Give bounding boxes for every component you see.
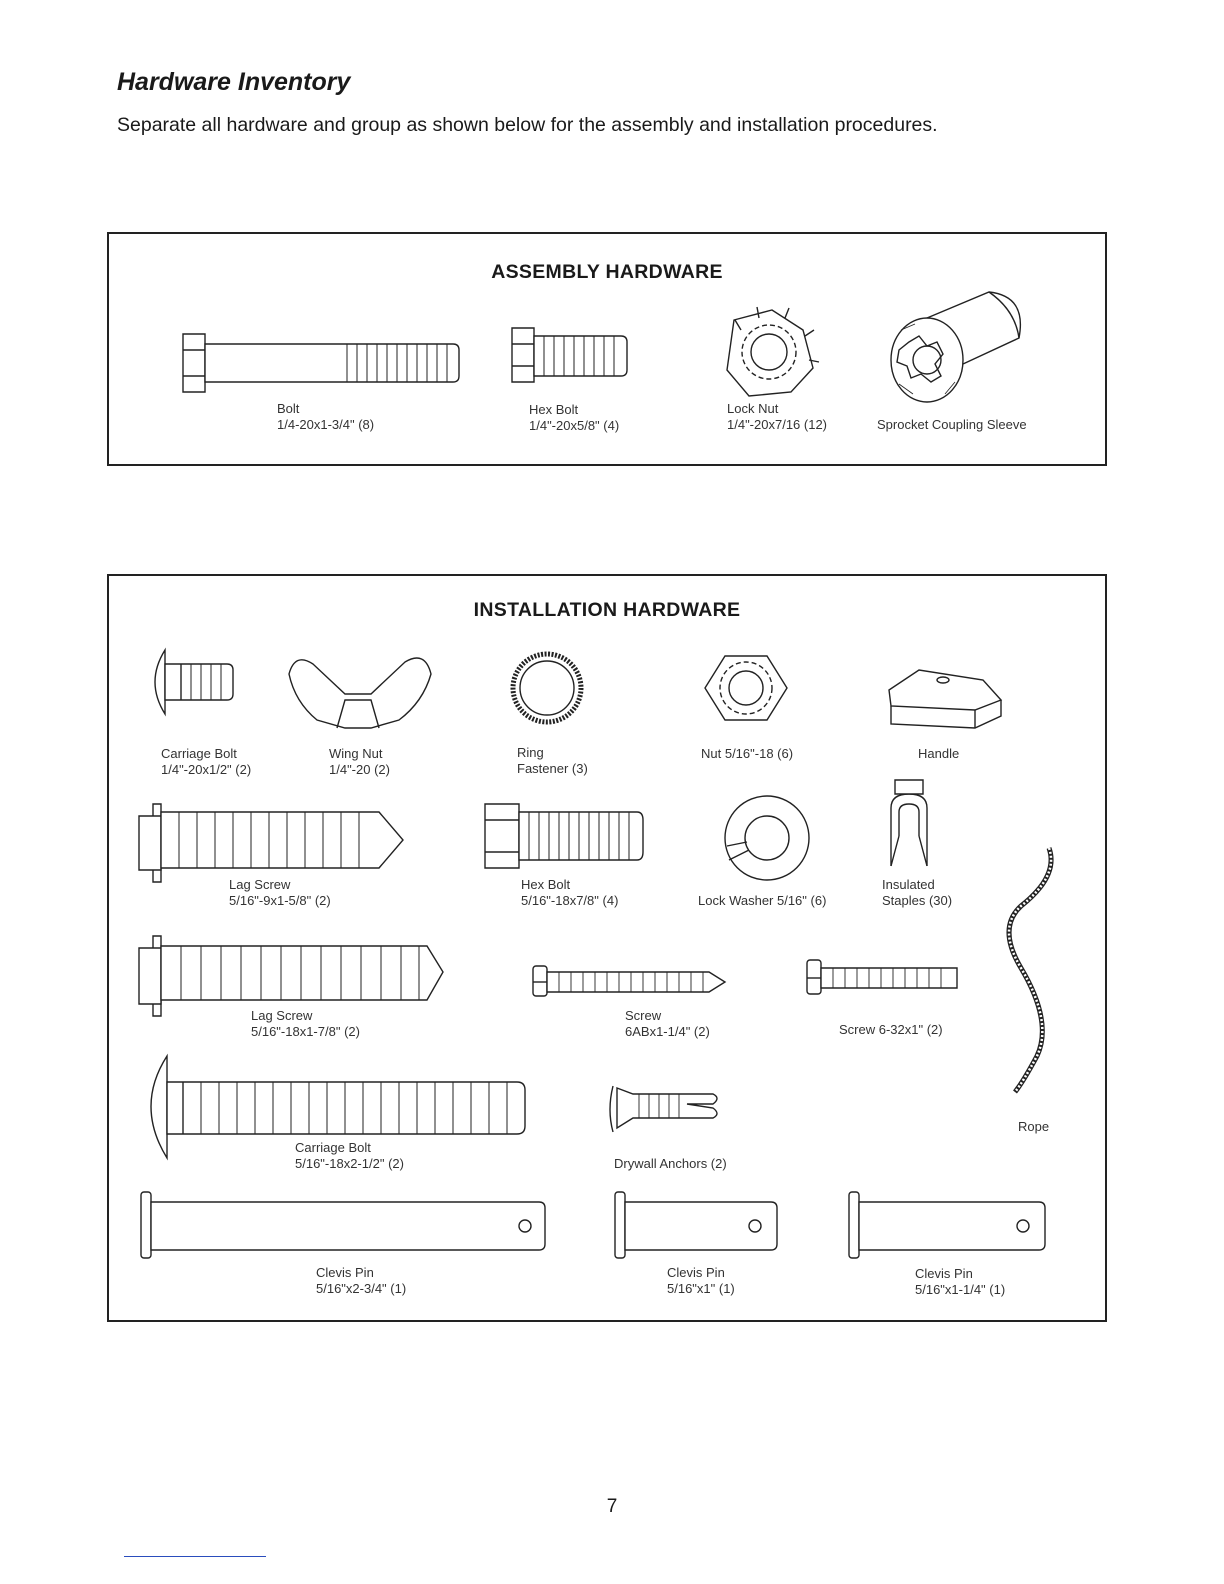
ring-fastener-icon xyxy=(513,654,581,722)
item-name: Hex Bolt xyxy=(529,402,579,417)
wing-nut-icon xyxy=(289,658,431,728)
item-name: Sprocket Coupling Sleeve xyxy=(877,417,1027,432)
lock-nut-icon xyxy=(727,307,819,396)
handle-icon xyxy=(889,670,1001,728)
item-spec: Staples (30) xyxy=(882,893,953,908)
bolt-icon xyxy=(183,334,459,392)
wing-nut-label xyxy=(329,746,390,778)
clevis-pin-icon xyxy=(141,1192,545,1258)
item-name: Hex Bolt xyxy=(521,877,571,892)
item-spec: 1/4"-20x1/2" (2) xyxy=(161,762,252,777)
page-title: Hardware Inventory xyxy=(117,68,351,96)
clevis-pin-icon xyxy=(615,1192,777,1258)
clevis-pin-short-label xyxy=(667,1265,735,1297)
item-spec: 5/16"-18x1-7/8" (2) xyxy=(251,1024,360,1039)
item-name: Carriage Bolt xyxy=(161,746,237,761)
item-name: Rope xyxy=(1018,1119,1050,1134)
ring-fastener-label xyxy=(517,745,588,777)
lag-screw-label xyxy=(251,1008,360,1040)
rope-label xyxy=(1018,1119,1049,1135)
item-name: Wing Nut xyxy=(329,746,383,761)
carriage-bolt-icon xyxy=(155,650,233,714)
lag-screw-label xyxy=(229,877,331,909)
item-name: Lock Washer 5/16" (6) xyxy=(698,893,827,908)
insulated-staple-label xyxy=(882,877,952,909)
item-name: Lock Nut xyxy=(727,401,779,416)
item-spec: 5/16"x1-1/4" (1) xyxy=(915,1282,1006,1297)
clevis-pin-long-label xyxy=(316,1265,406,1297)
item-name: Screw 6-32x1" (2) xyxy=(839,1022,943,1037)
assembly-hardware-panel xyxy=(107,232,1107,466)
item-name: Handle xyxy=(918,746,960,761)
coupling-sleeve-icon xyxy=(891,292,1020,402)
carriage-bolt-large-label xyxy=(295,1140,404,1172)
intro-text: Separate all hardware and group as shown below for the assembly and installation procedures. xyxy=(117,114,938,136)
item-spec: 1/4"-20 (2) xyxy=(329,762,390,777)
coupling-sleeve-label xyxy=(877,417,1027,433)
hex-bolt-icon xyxy=(512,328,627,382)
clevis-pin-medium-label xyxy=(915,1266,1005,1298)
item-spec: 1/4-20x1-3/4" (8) xyxy=(277,417,375,432)
carriage-bolt-label xyxy=(161,746,251,778)
clevis-pin-icon xyxy=(849,1192,1045,1258)
hex-nut-icon xyxy=(705,656,787,720)
footer-rule xyxy=(124,1556,266,1557)
screw-icon xyxy=(533,966,725,996)
item-name: Lag Screw xyxy=(229,877,291,892)
hex-bolt-label xyxy=(529,402,619,434)
screw-label xyxy=(625,1008,710,1040)
item-name: Nut 5/16"-18 (6) xyxy=(701,746,794,761)
item-spec: 5/16"-18x7/8" (4) xyxy=(521,893,619,908)
machine-screw-label xyxy=(839,1022,943,1038)
item-spec: 5/16"-18x2-1/2" (2) xyxy=(295,1156,404,1171)
drywall-anchor-label xyxy=(614,1156,727,1172)
installation-hardware-title: INSTALLATION HARDWARE xyxy=(473,599,741,621)
lock-washer-icon xyxy=(725,796,809,880)
item-spec: 1/4"-20x7/16 (12) xyxy=(727,417,828,432)
machine-screw-icon xyxy=(807,960,957,994)
lag-screw-icon xyxy=(139,936,443,1016)
lock-nut-label xyxy=(727,401,827,433)
item-spec: 6ABx1-1/4" (2) xyxy=(625,1024,710,1039)
drywall-anchor-icon xyxy=(610,1086,717,1132)
item-name: Clevis Pin xyxy=(316,1265,374,1280)
item-spec: 5/16"-9x1-5/8" (2) xyxy=(229,893,331,908)
installation-hardware-panel xyxy=(107,574,1107,1322)
item-name: Insulated xyxy=(882,877,935,892)
lock-washer-label xyxy=(698,893,826,909)
hex-nut-label xyxy=(701,746,793,762)
item-name: Screw xyxy=(625,1008,662,1023)
insulated-staple-icon xyxy=(891,780,927,866)
item-name: Carriage Bolt xyxy=(295,1140,371,1155)
installation-hardware-drawings xyxy=(109,576,1109,1324)
item-spec: 5/16"x1" (1) xyxy=(667,1281,735,1296)
item-name: Bolt xyxy=(277,401,300,416)
lag-screw-icon xyxy=(139,804,403,882)
item-spec: 5/16"x2-3/4" (1) xyxy=(316,1281,407,1296)
item-name: Ring xyxy=(517,745,544,760)
hex-bolt-icon xyxy=(485,804,643,868)
rope-icon xyxy=(1009,848,1051,1092)
item-name: Drywall Anchors (2) xyxy=(614,1156,727,1171)
item-spec: Fastener (3) xyxy=(517,761,588,776)
item-name: Clevis Pin xyxy=(915,1266,973,1281)
item-spec: 1/4"-20x5/8" (4) xyxy=(529,418,620,433)
item-name: Lag Screw xyxy=(251,1008,313,1023)
bolt-label xyxy=(277,401,374,433)
page-number: 7 xyxy=(606,1496,618,1517)
hex-bolt-label xyxy=(521,877,618,909)
assembly-hardware-title: ASSEMBLY HARDWARE xyxy=(491,261,723,283)
handle-label xyxy=(918,746,959,762)
item-name: Clevis Pin xyxy=(667,1265,725,1280)
